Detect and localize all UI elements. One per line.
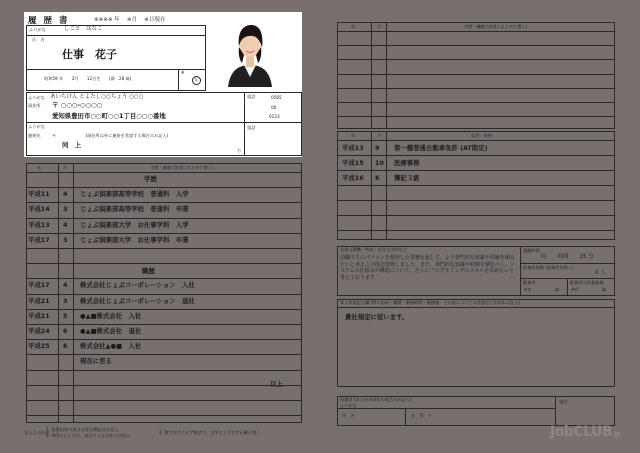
motivation-label: 志望の動機・特技・好きな学科など: [340, 247, 408, 252]
work-row-year: 平成21: [28, 311, 50, 320]
work-row-month: 6: [63, 342, 68, 351]
jobclub-logo-text: JobCLUB: [550, 424, 613, 440]
motivation-text: 前職で主にパソコンを使用した業務を通して、より専門的な知識や経験を積みたいと考えこの度志望致しました。また、専門的な知識や経験を積むべく、システムの仕組みや構造について、さらにプログラミングのスキルを高めたいと考えております。: [340, 255, 515, 281]
table-row-divider: [337, 170, 615, 171]
guardian-name-label: 氏 名: [342, 413, 355, 418]
address-furigana-value: あいちけん とよたし○○ちょう ○○○: [50, 94, 144, 100]
edu-row-text: じょぶ倶楽部高等学校 普通科 入学: [80, 190, 189, 199]
address-furigana-label: ふりがな: [28, 95, 45, 100]
contact-suffix: 方: [237, 148, 242, 153]
commute-value: 約 時間 25 分: [541, 254, 594, 260]
birth-date: 昭和59 年 3月 12日生 (満 28 歳): [44, 76, 132, 81]
lic-col-year: 年: [351, 133, 356, 138]
table-row-divider: [337, 59, 615, 60]
table-row-divider: [26, 263, 302, 264]
license-row-year: 平成16: [342, 174, 364, 182]
edu-row-month: 3: [63, 205, 68, 214]
work-row-month: 4: [63, 281, 68, 290]
requests-value: 貴社規定に従います。: [345, 313, 409, 321]
work-row-text: 株式会社じょぶコーポレーション 入社: [80, 281, 195, 290]
phone-label: 電話: [247, 94, 256, 99]
contact-phone-label: 電話: [247, 125, 256, 130]
edu-row-text: じょぶ倶楽部高等学校 普通科 卒業: [80, 205, 189, 214]
right-sheet: [337, 22, 615, 428]
jobclub-logo: [550, 424, 621, 440]
edu-row-year: 平成17: [28, 235, 50, 244]
table-row-divider: [26, 415, 302, 416]
edu-row-text: じょぶ倶楽部大学 お仕事学科 入学: [80, 220, 189, 229]
requests-label: 本人希望記入欄 (特に給料・職種・勤務時間・勤務地・その他についての希望などがあれば記入): [340, 300, 521, 305]
work-row-text: ●▲■株式会社 入社: [80, 311, 142, 320]
name-value: 仕事 花子: [62, 48, 117, 61]
work-row-text: 株式会社じょぶコーポレーション 退社: [80, 296, 195, 305]
table-row-divider: [337, 155, 615, 156]
rh-col-year: 年: [351, 24, 356, 29]
table-row-divider: [337, 31, 615, 32]
edu-row-year: 平成11: [28, 190, 50, 199]
address-value: 愛知県豊田市○○町○○1丁目○○○番地: [52, 112, 166, 120]
table-row-divider: [337, 200, 615, 201]
contact-note: 〒 (現住所以外に連絡を希望する場合のみ記入): [52, 133, 169, 138]
phone-local: 00: [271, 105, 277, 110]
work-row-month: 6: [63, 327, 68, 335]
contact-label: 連絡先: [28, 133, 41, 138]
license-row-month: 10: [375, 159, 384, 167]
support-yes: ※有: [571, 287, 579, 292]
jobclub-logo-suffix: .jp: [612, 430, 621, 438]
table-row-divider: [26, 233, 302, 234]
edu-row-month: 4: [63, 220, 68, 229]
table-row-divider: [337, 140, 615, 141]
id-photo: [222, 15, 278, 87]
spouse-support-label: 配偶者の扶養義務: [570, 280, 604, 285]
edu-row-month: 3: [63, 235, 68, 244]
table-row-divider: [337, 45, 615, 46]
table-row-divider: [26, 324, 302, 325]
rh-col-month: 月: [377, 24, 382, 29]
history-col-month: 月: [63, 165, 68, 170]
license-row-text: 第一種普通自動車免許 (AT限定): [394, 144, 488, 152]
guardian-address-label: 住 所 〒: [411, 413, 432, 418]
dependents-label: 扶養家族数 (配偶者を除く): [523, 265, 574, 270]
license-row-year: 平成15: [342, 159, 364, 167]
history-continued-table: [337, 22, 615, 129]
table-row-divider: [337, 88, 615, 89]
history-col-year: 年: [37, 165, 42, 170]
work-row-text: ●▲■株式会社 退社: [80, 327, 142, 335]
table-row-divider: [26, 354, 302, 355]
gender-female: 女: [194, 77, 199, 82]
left-sheet: [24, 12, 302, 438]
support-no: 無: [602, 287, 607, 292]
license-row-text: 医療事務: [394, 159, 420, 167]
license-row-year: 平成13: [342, 144, 364, 152]
spouse-yes: ※有: [524, 287, 532, 292]
education-heading: 学歴: [144, 175, 157, 183]
work-row-month: 3: [63, 296, 68, 305]
table-row-divider: [337, 102, 615, 103]
work-row-text: 現在に至る: [80, 357, 112, 366]
table-row-divider: [337, 230, 615, 231]
work-row-month: 5: [63, 311, 68, 320]
edu-row-month: 4: [63, 190, 68, 199]
table-row-divider: [26, 339, 302, 340]
edu-row-year: 平成13: [28, 220, 50, 229]
date-current: ※※※※ 年 ※月 ※日現在: [94, 17, 166, 23]
table-row-divider: [26, 309, 302, 310]
table-row-divider: [26, 294, 302, 295]
footnote-2: 2. 数字はアラビア数字で、文字はくずさず正確に書く。: [159, 430, 265, 435]
work-row-year: 平成25: [28, 342, 50, 351]
dependents-value: 0 人: [595, 270, 606, 276]
work-row-text: 株式会社▲●■ 入社: [80, 342, 142, 351]
table-row-divider: [26, 218, 302, 219]
table-row-divider: [26, 172, 302, 173]
table-row-divider: [26, 385, 302, 386]
table-row-divider: [26, 202, 302, 203]
phone-number: 0123: [269, 114, 280, 119]
address-label: 現住所: [28, 103, 41, 108]
guardian-label: 保護者 (本人が未成年の場合のみ記入): [340, 397, 412, 402]
spouse-no: 無: [555, 287, 560, 292]
footnote-label: 記入上の注意: [24, 430, 50, 435]
edu-row-year: 平成14: [28, 205, 50, 214]
work-row-year: 平成17: [28, 281, 50, 290]
table-row-divider: [26, 370, 302, 371]
contact-value: 同 上: [62, 141, 82, 149]
table-row-divider: [337, 116, 615, 117]
license-row-month: 9: [375, 144, 380, 152]
history-col-content: 学歴・職歴 (各別にまとめて書く): [150, 165, 214, 170]
name-label: 氏 名: [32, 37, 45, 42]
phone-area: 0565: [271, 95, 282, 100]
work-heading: 職歴: [142, 267, 155, 275]
lic-col-content: 免許・資格: [471, 133, 492, 138]
commute-label: 通勤時間: [523, 248, 540, 253]
work-row-year: 平成24: [28, 327, 50, 335]
name-furigana-value: しごと はなこ: [64, 26, 103, 32]
work-row-year: 平成21: [28, 296, 50, 305]
table-row-divider: [337, 185, 615, 186]
license-row-month: 6: [375, 174, 380, 182]
table-row-divider: [26, 400, 302, 401]
address-postal: 〒 ○○○-○○○○: [52, 101, 103, 109]
contact-furigana-label: ふりがな: [28, 124, 45, 129]
guardian-furigana-label: ふりがな: [340, 403, 357, 408]
gender-label: ※: [181, 70, 185, 75]
guardian-phone-label: 電話: [559, 399, 568, 404]
table-row-divider: [26, 248, 302, 249]
table-row-divider: [337, 74, 615, 75]
footnote-3: 3. ※印のところは、該当するものを○で囲む。: [46, 433, 134, 438]
table-row-divider: [26, 187, 302, 188]
table-row-divider: [337, 215, 615, 216]
edu-row-text: じょぶ倶楽部大学 お仕事学科 卒業: [80, 235, 189, 244]
rh-col-content: 学歴・職歴 (各別にまとめて書く): [464, 24, 528, 29]
document-title: 履 歴 書: [28, 16, 70, 26]
lic-col-month: 月: [377, 133, 382, 138]
name-furigana-label: ふりがな: [29, 27, 46, 32]
table-row-divider: [26, 278, 302, 279]
footnote-1: 1. 鉛筆以外の黒又は青の筆記具で記入。: [46, 427, 123, 432]
license-row-text: 簿記３級: [394, 174, 420, 182]
spouse-label: 配偶者: [523, 280, 536, 285]
